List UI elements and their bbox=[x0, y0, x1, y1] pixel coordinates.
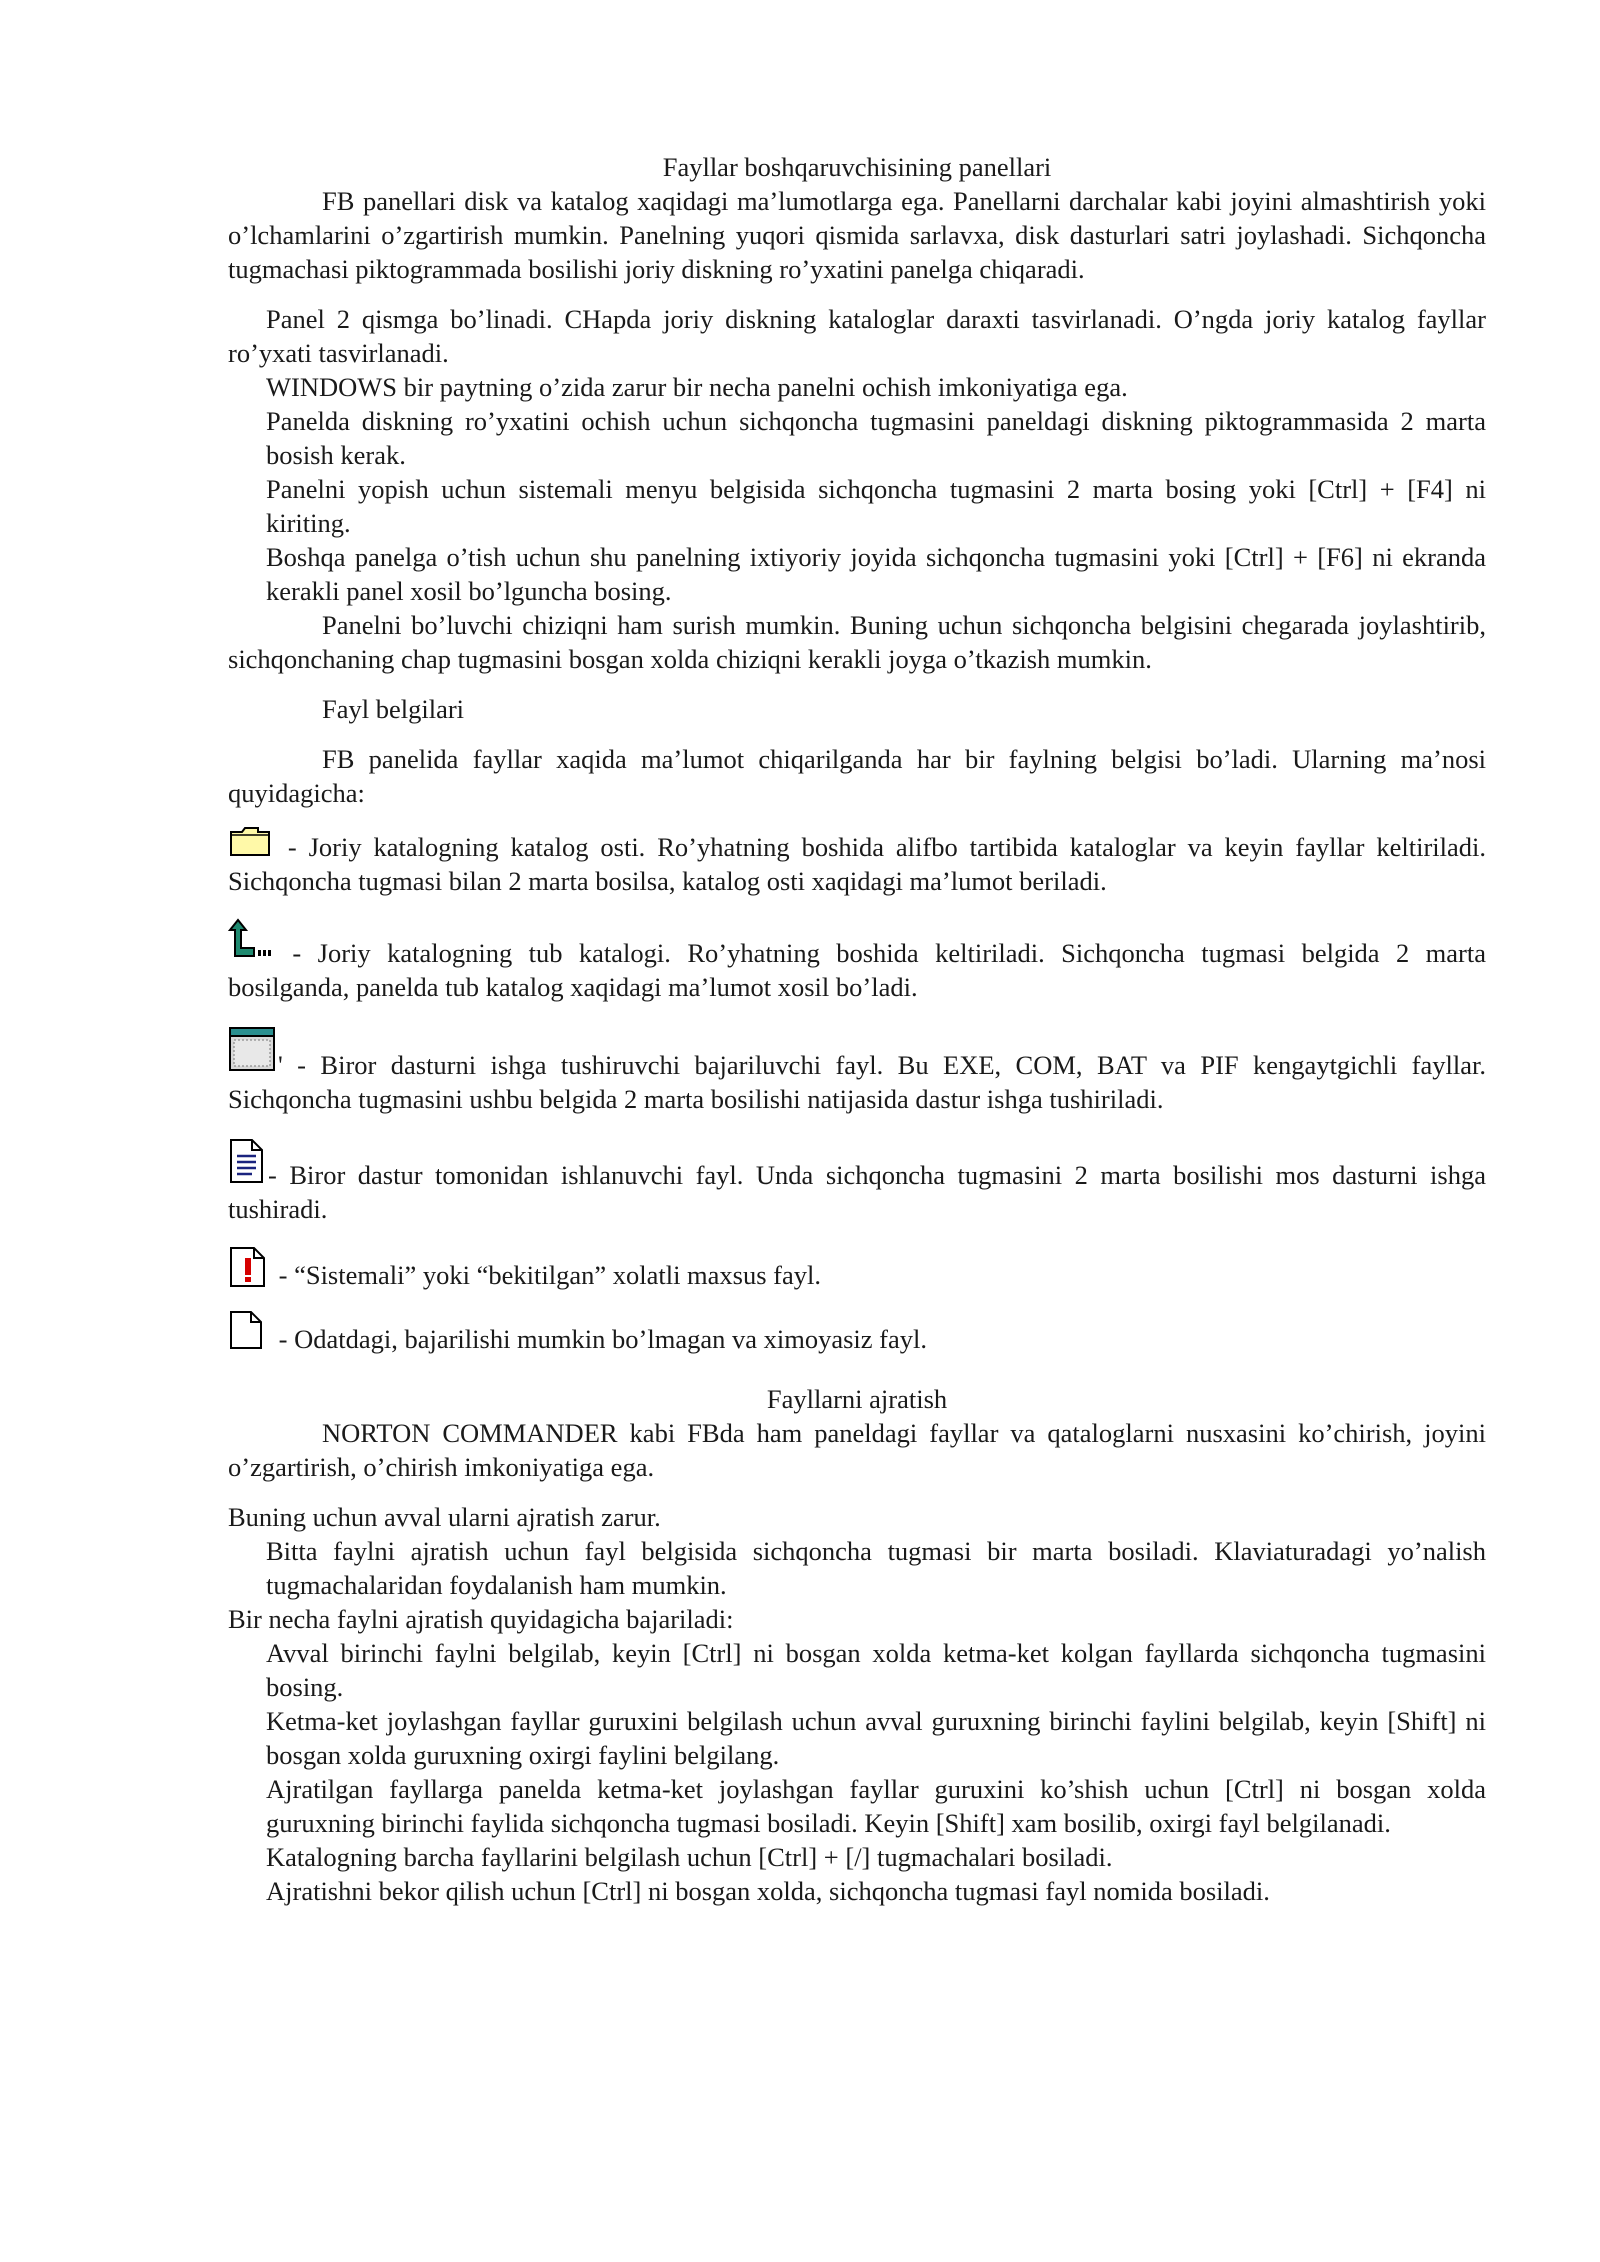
folder-icon bbox=[228, 824, 272, 858]
icon-description: - Joriy katalogning tub katalogi. Ro’yhatning boshida keltiriladi. Sichqoncha tugmasi belgida 2 marta bosilganda, panelda tub katalog xaqidagi ma’lumot xosil bo’ladi. bbox=[228, 938, 1486, 1002]
panel-parts-paragraph: Panel 2 qismga bo’linadi. CHapda joriy diskning kataloglar daraxti tasvirlanadi. O’ngda joriy katalog fayllar ro’yxati tasvirlanadi. bbox=[228, 304, 1486, 368]
list-item: Panelda diskning ro’yxatini ochish uchun sichqoncha tugmasini paneldagi diskning piktogrammasida 2 marta bosish kerak. bbox=[266, 406, 1486, 470]
icon-description: ' - Biror dasturni ishga tushiruvchi bajariluvchi fayl. Bu EXE, COM, BAT va PIF kengaytgichli fayllar. Sichqoncha tugmasini ushbu belgida 2 marta bosilishi natijasida dastur ishga tushiriladi. bbox=[228, 1050, 1486, 1114]
document-icon bbox=[228, 1138, 266, 1184]
list-item: Ajratilgan fayllarga panelda ketma-ket joylashgan fayllar guruxini ko’shish uchun [Ctrl] ni bosgan xolda guruxning birinchi faylida sichqoncha tugmasi bosiladi. Keyin [Shift] xam bosilib, oxirgi fayl belgilanadi. bbox=[266, 1774, 1486, 1838]
icon-description: - Odatdagi, bajarilishi mumkin bo’lmagan va ximoyasiz fayl. bbox=[272, 1324, 927, 1354]
icon-description: - Joriy katalogning katalog osti. Ro’yhatning boshida alifbo tartibida kataloglar va keyin fayllar keltiriladi. Sichqoncha tugmasi bilan 2 marta bosilsa, katalog osti xaqidagi ma’lumot beriladi. bbox=[228, 832, 1486, 896]
panel-list bbox=[228, 370, 1486, 608]
list-item: Ajratishni bekor qilish uchun [Ctrl] ni bosgan xolda, sichqoncha tugmasi fayl nomida bosiladi. bbox=[266, 1876, 1270, 1906]
list-item: Katalogning barcha fayllarini belgilash uchun [Ctrl] + [/] tugmachalari bosiladi. bbox=[266, 1842, 1113, 1872]
intro-paragraph: FB panellari disk va katalog xaqidagi ma’lumotlarga ega. Panellarni darchalar kabi joyini almashtirish yoki o’lchamlarini o’zgartirish mumkin. Panelning yuqori qismida sarlavxa, disk dasturlari satri joylashadi. Sichqoncha tugmachasi piktogrammada bosilishi joriy diskning ro’yxatini panelga chiqaradi. bbox=[228, 186, 1486, 284]
icon-row-parent bbox=[228, 928, 1486, 1004]
icon-row-document bbox=[228, 1146, 1486, 1226]
list-item: Ketma-ket joylashgan fayllar guruxini belgilash uchun avval guruxning birinchi faylini belgilab, keyin [Shift] ni bosgan xolda guruxning oxirgi faylini belgilang. bbox=[266, 1706, 1486, 1770]
select-intro: NORTON COMMANDER kabi FBda ham paneldagi fayllar va qataloglarni nusxasini ko’chirish, joyini o’zgartirish, o’chirish imkoniyatiga ega. bbox=[228, 1418, 1486, 1482]
icon-description: - “Sistemali” yoki “bekitilgan” xolatli maxsus fayl. bbox=[272, 1260, 822, 1290]
icon-description: - Biror dastur tomonidan ishlanuvchi fayl. Unda sichqoncha tugmasini 2 marta bosilishi mos dasturni ishga tushiradi. bbox=[228, 1160, 1486, 1224]
list-item: Boshqa panelga o’tish uchun shu panelning ixtiyoriy joyida sichqoncha tugmasini yoki [Ctrl] + [F6] ni ekranda kerakli panel xosil bo’lguncha bosing. bbox=[266, 542, 1486, 606]
document-page bbox=[228, 150, 1486, 1908]
select-many: Bir necha faylni ajratish quyidagicha bajariladi: bbox=[228, 1604, 734, 1634]
list-item: WINDOWS bir paytning o’zida zarur bir necha panelni ochish imkoniyatiga ega. bbox=[266, 372, 1128, 402]
select-list bbox=[228, 1636, 1486, 1908]
divider-paragraph: Panelni bo’luvchi chiziqni ham surish mumkin. Buning uchun sichqoncha belgisini chegarada joylashtirib, sichqonchaning chap tugmasini bosgan xolda chiziqni kerakli joyga o’tkazish mumkin. bbox=[228, 610, 1486, 674]
plain-file-icon bbox=[228, 1310, 268, 1350]
icon-row-folder bbox=[228, 830, 1486, 898]
icons-heading: Fayl belgilari bbox=[322, 694, 465, 724]
icon-row-executable bbox=[228, 1034, 1486, 1116]
select-need: Buning uchun avval ularni ajratish zarur. bbox=[228, 1502, 661, 1532]
parent-directory-icon bbox=[228, 918, 272, 960]
list-item: Bitta faylni ajratish uchun fayl belgisida sichqoncha tugmasi bir marta bosiladi. Klaviaturadagi yo’nalish tugmachalaridan foydalanish ham mumkin. bbox=[266, 1536, 1486, 1600]
list-item: Panelni yopish uchun sistemali menyu belgisida sichqoncha tugmasini 2 marta bosing yoki [Ctrl] + [F4] ni kiriting. bbox=[266, 474, 1486, 538]
icon-row-plain bbox=[228, 1316, 1486, 1356]
icons-intro: FB panelida fayllar xaqida ma’lumot chiqarilganda har bir faylning belgisi bo’ladi. Ularning ma’nosi quyidagicha: bbox=[228, 744, 1486, 808]
icon-row-system bbox=[228, 1250, 1486, 1292]
executable-icon bbox=[228, 1026, 278, 1074]
select-one-list bbox=[228, 1534, 1486, 1602]
page-title: Fayllar boshqaruvchisining panellari bbox=[662, 152, 1052, 182]
section-heading: Fayllarni ajratish bbox=[766, 1384, 948, 1414]
list-item: Avval birinchi faylni belgilab, keyin [Ctrl] ni bosgan xolda ketma-ket kolgan fayllarda sichqoncha tugmasini bosing. bbox=[266, 1638, 1486, 1702]
system-file-icon bbox=[228, 1246, 268, 1288]
